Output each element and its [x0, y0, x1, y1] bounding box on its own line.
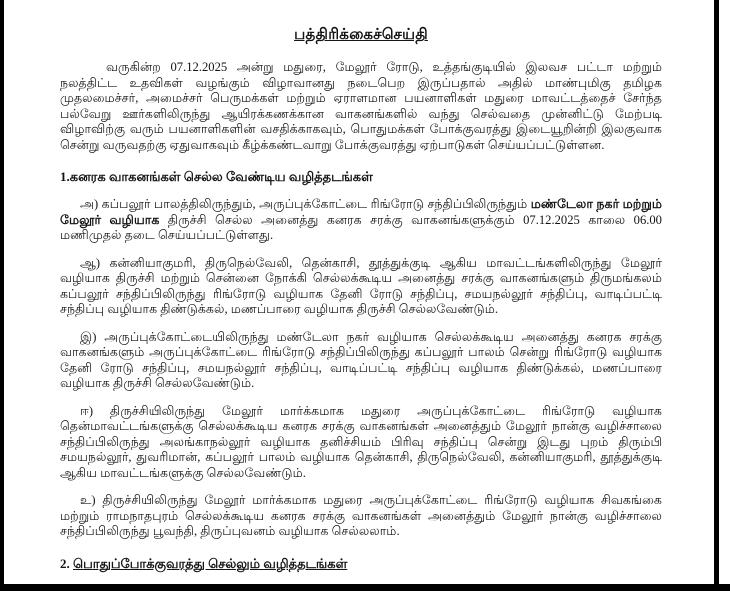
section-2-heading-text: பொதுப்போக்குவரத்து செல்லும் வழித்தடங்கள் — [73, 555, 348, 571]
paragraph-a-text-pre: அ) கப்பலூர் பாலத்திலிருந்தும், அருப்புக்கோட்டை ரிங்ரோடு சந்திப்பிலிருந்தும் — [80, 197, 531, 211]
paragraph-a — [60, 197, 662, 244]
paragraph-aa: ஆ) கன்னியாகுமரி, திருநெல்வேலி, தென்காசி, தூத்துக்குடி ஆகிய மாவட்டங்களிலிருந்து மேலூர் வழியாக திருச்சி மற்றும் சென்னை நோக்கி செல்லக்கூடிய அனைத்து சரக்கு வாகனங்களும் திருமங்கலம் கப்பலூர் சந்திப்பிலிருந்து ரிங்ரோடு வழியாக தேனி ரோடு சந்திப்பு, சமயநல்லூர் சந்திப்பு, வாடிப்பட்டி சந்திப்பு வழியாக திண்டுக்கல், மணப்பாரை வழியாக திருச்சி செல்லவேண்டும். — [60, 255, 662, 316]
document-page — [4, 0, 714, 584]
scan-border-bottom — [0, 584, 730, 591]
paragraph-i: இ) அருப்புக்கோட்டையிலிருந்து மண்டேலா நகர் வழியாக செல்லக்கூடிய அனைத்து கனரக சரக்கு வாகனங்களும் அருப்புக்கோட்டை ரிங்ரோடு சந்திப்பிலிருந்து கப்பலூர் பாலம் சென்று ரிங்ரோடு வழியாக தேனி ரோடு சந்திப்பு, சமயநல்லூர் சந்திப்பு, வாடிப்பட்டி சந்திப்பு வழியாக திண்டுக்கல், மணப்பாரை வழியாக திருச்சி செல்லவேண்டும். — [60, 329, 662, 390]
section-1-heading: 1.கனரக வாகனங்கள் செல்ல வேண்டிய வழித்தடங்கள் — [60, 169, 373, 184]
section-2-number: 2. — [60, 555, 73, 571]
paragraph-a-bold-route: மண்டேலா நகர் மற்றும் மேலூர் வழியாக — [60, 197, 662, 227]
scan-border-right — [714, 0, 719, 591]
paragraph-a-text-post: திருச்சி செல்ல அனைத்து கனரக சரக்கு வாகனங்களுக்கும் 07.12.2025 காலை 06.00 மணிமுதல் தடை செய்யப்பட்டுள்ளது. — [60, 212, 662, 242]
intro-paragraph: வருகின்ற 07.12.2025 அன்று மதுரை, மேலூர் ரோடு, உத்தங்குடியில் இலவச பட்டா மற்றும் நலத்திட்ட உதவிகள் வழங்கும் விழாவானது நடைபெற இருப்பதால் அதில் மாண்புமிகு தமிழக முதலமைச்சர், அமைச்சர் பெருமக்கள் மற்றும் ஏராளமான பயனாளிகள் மதுரை மாவட்டத்தைச் சேர்ந்த பல்வேறு ஊர்களிலிருந்து ஆயிரக்கணக்கான வாகனங்களில் வந்து செல்வதை முன்னிட்டு மேற்படி விழாவிற்கு வரும் பயனாளிகளின் வசதிக்காகவும், பொதுமக்கள் போக்குவரத்து இடையூறின்றி இலகுவாக சென்று வருவதற்கு ஏதுவாகவும் கீழ்க்கண்டவாறு போக்குவரத்து ஏற்பாடுகள் செய்யப்பட்டுள்ளன. — [60, 60, 662, 152]
press-release-title: பத்திரிக்கைச்செய்தி — [294, 27, 428, 43]
section-2-heading — [60, 556, 662, 573]
paragraph-ee: ஈ) திருச்சியிலிருந்து மேலூர் மார்க்கமாக மதுரை அருப்புக்கோட்டை ரிங்ரோடு வழியாக தென்மாவட்டங்களுக்கு செல்லக்கூடிய கனரக சரக்கு வாகனங்கள் அனைத்தும் மேலூர் நான்கு வழிச்சாலை சந்திப்பிலிருந்து அலங்காநல்லூர் வழியாக தனிச்சியம் பிரிவு சந்திப்பு சென்று இடது புறம் திரும்பி சமயநல்லூர், துவரிமான், கப்பலூர் பாலம் வழியாக தென்காசி, திருநெல்வேலி, கன்னியாகுமரி, தூத்துக்குடி ஆகிய மாவட்டங்களுக்கு செல்லவேண்டும். — [60, 403, 662, 480]
paragraph-u: உ) திருச்சியிலிருந்து மேலூர் மார்க்கமாக மதுரை அருப்புக்கோட்டை ரிங்ரோடு வழியாக சிவகங்கை மற்றும் ராமநாதபுரம் செல்லக்கூடிய கனரக சரக்கு வாகனங்கள் அனைத்தும் மேலூர் நான்கு வழிச்சாலை சந்திப்பிலிருந்து பூவந்தி, திருப்புவனம் வழியாக செல்லலாம். — [60, 493, 662, 538]
